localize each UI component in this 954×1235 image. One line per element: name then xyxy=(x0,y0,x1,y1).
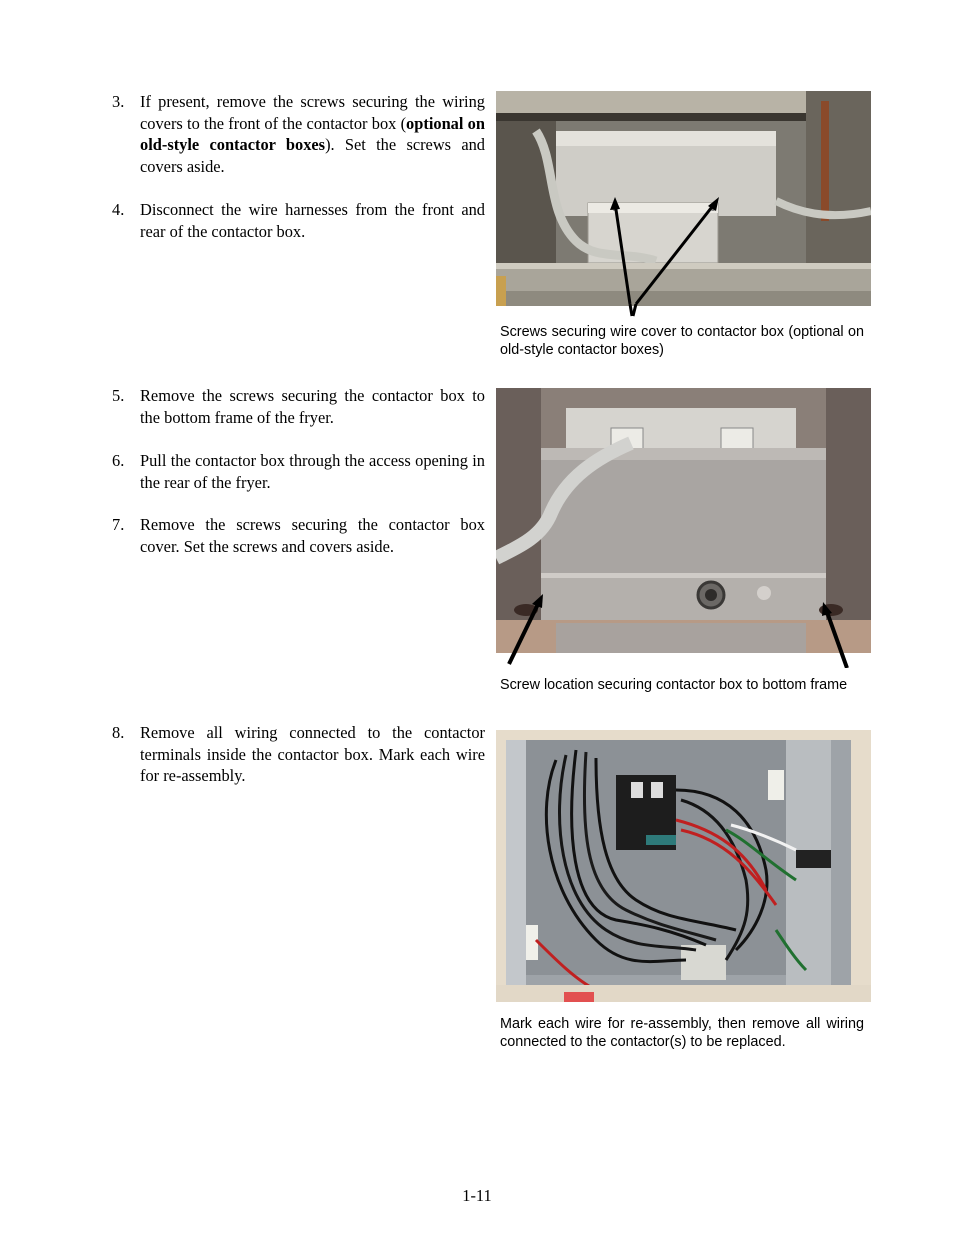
step-number: 5. xyxy=(112,386,125,405)
callout-arrows-tail xyxy=(620,304,650,318)
step-text-bold: optional on old-style contactor boxes xyxy=(140,113,485,155)
step-3 xyxy=(112,91,485,177)
step-number: 8. xyxy=(112,723,125,742)
step-text: If present, remove the screws securing the wiring covers to the front of the contactor box (optional on old-style contactor boxes). Set the screws and covers aside. xyxy=(140,92,485,176)
page-number: 1-11 xyxy=(462,1186,492,1205)
step-number: 4. xyxy=(112,200,125,219)
caption-photo-1: Screws securing wire cover to contactor box (optional on old-style contactor boxes) xyxy=(500,324,864,358)
step-6 xyxy=(112,450,485,493)
step-4 xyxy=(112,199,485,242)
step-text: Remove the screws securing the contactor box to the bottom frame of the fryer. xyxy=(140,386,485,427)
step-text: Remove the screws securing the contactor box cover. Set the screws and covers aside. xyxy=(140,515,485,556)
step-text: Remove all wiring connected to the contactor terminals inside the contactor box. Mark each wire for re-assembly. xyxy=(140,723,485,786)
step-text: Disconnect the wire harnesses from the front and rear of the contactor box. xyxy=(140,200,485,241)
caption-photo-3: Mark each wire for re-assembly, then remove all wiring connected to the contactor(s) to be replaced. xyxy=(500,1016,864,1050)
step-8 xyxy=(112,722,485,787)
step-7 xyxy=(112,514,485,557)
step-text: Pull the contactor box through the access opening in the rear of the fryer. xyxy=(140,451,485,492)
step-5 xyxy=(112,385,485,428)
step-number: 6. xyxy=(112,451,125,470)
photo-contactor-wiring xyxy=(496,730,871,1002)
callout-arrows-bottom-frame xyxy=(505,592,855,668)
step-number: 7. xyxy=(112,515,125,534)
step-number: 3. xyxy=(112,92,125,111)
photo-wire-cover-screws xyxy=(496,91,871,306)
caption-photo-2: Screw location securing contactor box to bottom frame xyxy=(500,677,848,693)
